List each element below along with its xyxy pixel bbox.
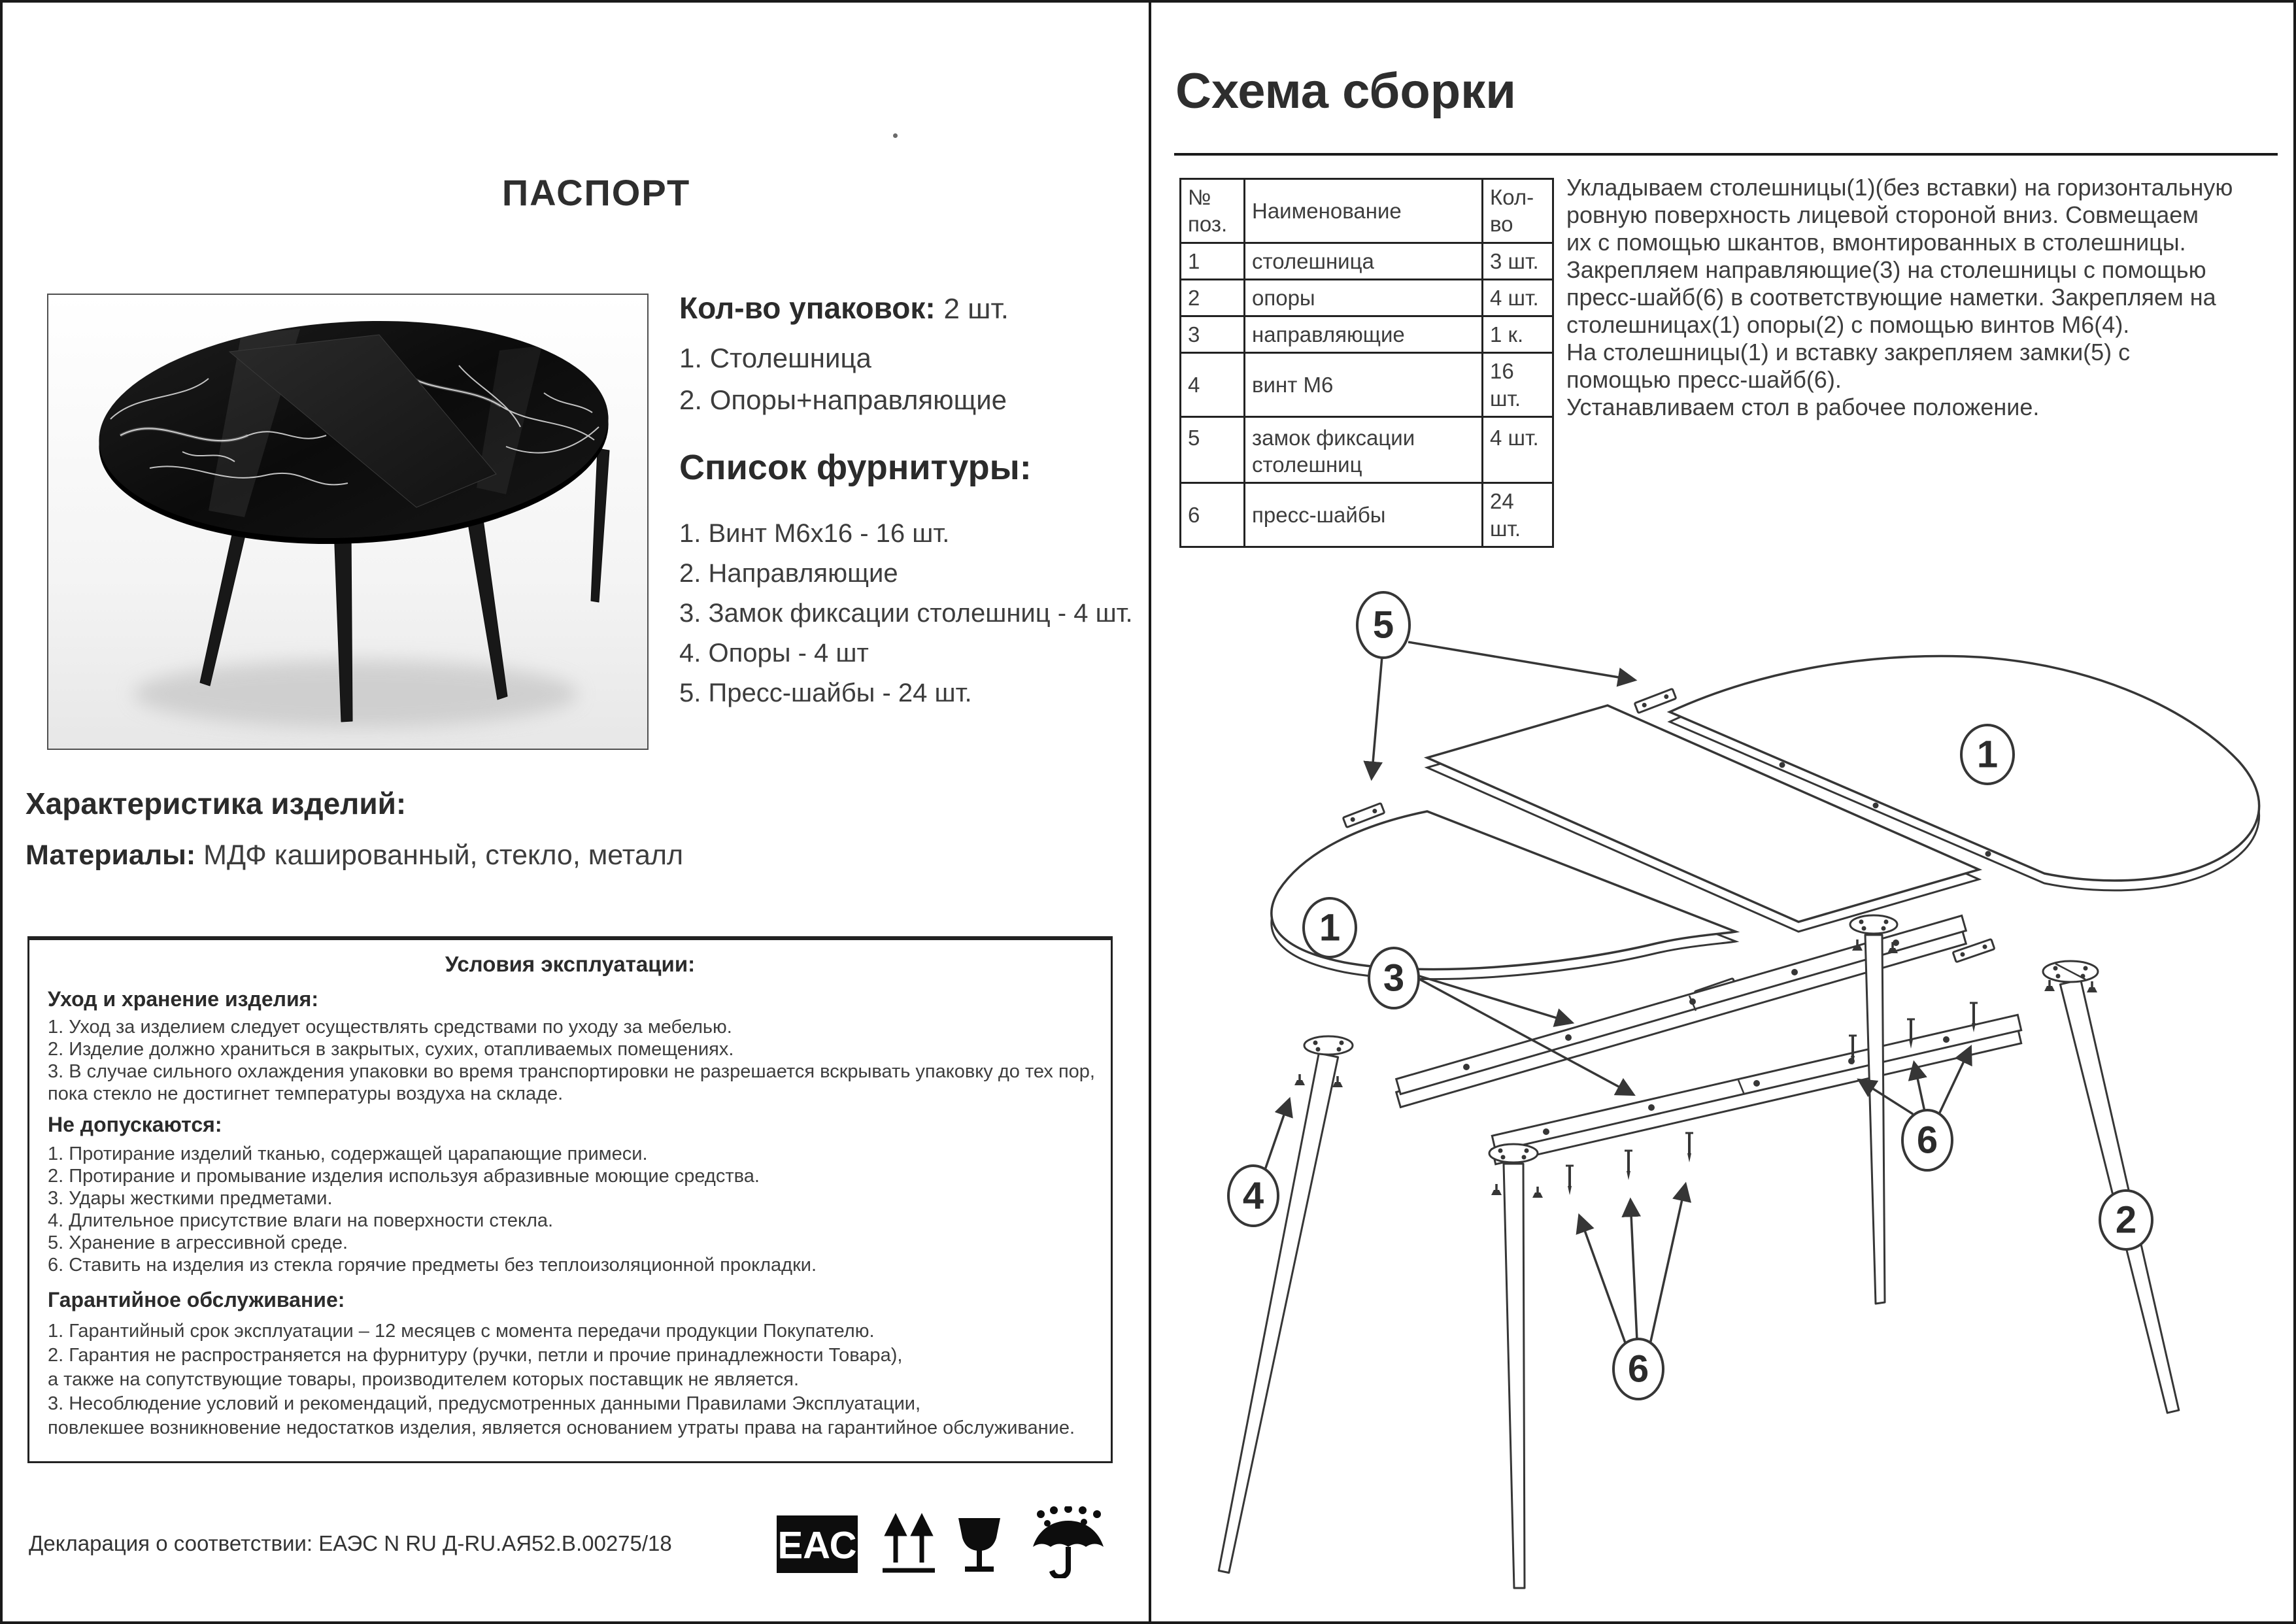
leg-screw xyxy=(1294,1074,1305,1085)
cell-qty: 1 к. xyxy=(1483,316,1553,353)
floor-shadow xyxy=(133,660,578,728)
page-title: ПАСПОРТ xyxy=(501,172,691,213)
cell-qty: 4 шт. xyxy=(1483,279,1553,316)
cell-num: 3 xyxy=(1181,316,1245,353)
usage-conditions-box xyxy=(27,936,1113,1463)
callout-4 xyxy=(1228,1166,1278,1226)
callout-6 xyxy=(1613,1339,1663,1399)
warranty-line: а также на сопутствующие товары, производителем которых поставщик не является. xyxy=(48,1369,799,1390)
instruction-line: ровную поверхность лицевой стороной вниз. Совмещаем xyxy=(1566,201,2199,228)
print-artifact-dot xyxy=(893,133,898,138)
cell-num: 5 xyxy=(1181,416,1245,483)
callout-1 xyxy=(1961,725,2014,784)
eac-mark-icon xyxy=(777,1515,858,1573)
care-line: 1. Уход за изделием следует осуществлять средствами по уходу за мебелью. xyxy=(48,1017,732,1038)
leg-screw xyxy=(2087,981,2097,992)
leg-screw xyxy=(1491,1184,1502,1195)
pack-list xyxy=(679,337,1007,421)
cell-num: 6 xyxy=(1181,483,1245,547)
col-header: № поз. xyxy=(1181,179,1245,243)
materials-value: МДФ кашированный, стекло, металл xyxy=(203,839,684,871)
col-header: Наименование xyxy=(1245,179,1483,243)
pack-count-line xyxy=(679,290,1009,326)
warranty-line: 2. Гарантия не распространяется на фурнитуру (ручки, петли и прочие принадлежности Товара), xyxy=(48,1345,903,1366)
cell-qty: 4 шт. xyxy=(1483,416,1553,483)
conditions-title: Условия эксплуатации: xyxy=(445,952,696,976)
warranty-line: 1. Гарантийный срок эксплуатации – 12 месяцев с момента передачи продукции Покупателю. xyxy=(48,1321,875,1342)
care-line: 3. В случае сильного охлаждения упаковки во время транспортировки не разрешается вскрывать упаковку до тех пор, xyxy=(48,1061,1095,1082)
warranty-title: Гарантийное обслуживание: xyxy=(48,1288,345,1311)
cell-name: винт М6 xyxy=(1245,353,1483,417)
cell-num: 1 xyxy=(1181,243,1245,279)
hardware-title: Список фурнитуры: xyxy=(679,448,1032,487)
care-line: пока стекло не достигнет температуры воздуха на складе. xyxy=(48,1083,564,1104)
warranty-line: повлекшее возникновение недостатков изделия, является основанием утраты права на гарантийное обслуживание. xyxy=(48,1417,1075,1438)
svg-text:6: 6 xyxy=(1627,1347,1649,1391)
not-allowed-line: 6. Ставить на изделия из стекла горячие предметы без теплоизоляционной прокладки. xyxy=(48,1255,817,1276)
cell-name: замок фиксации столешниц xyxy=(1245,416,1483,483)
instruction-line: их с помощью шкантов, вмонтированных в столешницы. xyxy=(1566,229,2186,256)
table-leg xyxy=(1489,1144,1543,1588)
exploded-diagram xyxy=(1151,421,2296,1624)
assembly-instructions xyxy=(1566,174,2233,421)
product-photo xyxy=(47,294,649,750)
col-header: Кол-во xyxy=(1483,179,1553,243)
pack-item: 2. Опоры+направляющие xyxy=(679,384,1007,415)
hardware-item: 2. Направляющие xyxy=(679,559,898,588)
leg-screw xyxy=(2044,980,2055,991)
not-allowed-line: 3. Удары жесткими предметами. xyxy=(48,1188,333,1209)
assembly-title: Схема сборки xyxy=(1175,63,1516,119)
not-allowed-line: 1. Протирание изделий тканью, содержащей царапающие примеси. xyxy=(48,1143,648,1164)
not-allowed-lines xyxy=(48,1143,817,1276)
press-washer-screw xyxy=(1625,1151,1632,1180)
instruction-line: На столешницы(1) и вставку закрепляем замки(5) с xyxy=(1566,339,2131,365)
keep-dry-icon xyxy=(1033,1506,1104,1578)
cell-name: столешница xyxy=(1245,243,1483,279)
svg-text:1: 1 xyxy=(1976,733,1999,776)
press-washer-screw xyxy=(1685,1133,1693,1162)
table-row xyxy=(1181,243,1553,279)
svg-text:5: 5 xyxy=(1372,603,1394,647)
instruction-line: Закрепляем направляющие(3) на столешницы с помощью xyxy=(1566,256,2206,283)
care-title: Уход и хранение изделия: xyxy=(48,987,318,1011)
svg-text:3: 3 xyxy=(1383,956,1405,1000)
hardware-list xyxy=(679,514,1133,713)
hardware-item: 4. Опоры - 4 шт xyxy=(679,639,869,668)
table-illustration xyxy=(48,295,647,749)
leg-screw xyxy=(1532,1187,1543,1198)
lock-plate xyxy=(1634,688,1676,713)
svg-text:2: 2 xyxy=(2115,1198,2137,1242)
instruction-line: Укладываем столешницы(1)(без вставки) на горизонтальную xyxy=(1566,174,2233,201)
svg-text:6: 6 xyxy=(1916,1119,1938,1162)
care-lines xyxy=(48,1016,1095,1105)
press-washer-screw xyxy=(1566,1166,1574,1195)
not-allowed-title: Не допускаются: xyxy=(48,1113,222,1136)
not-allowed-line: 4. Длительное присутствие влаги на поверхности стекла. xyxy=(48,1210,554,1231)
materials-line xyxy=(25,839,683,871)
hardware-item: 5. Пресс-шайбы - 24 шт. xyxy=(679,679,972,707)
callout-1 xyxy=(1304,898,1356,957)
declaration-line: Декларация о соответствии: ЕАЭС N RU Д-RU.АЯ52.В.00275/18 xyxy=(29,1531,672,1555)
this-way-up-icon xyxy=(883,1518,935,1570)
pack-count-value: 2 шт. xyxy=(943,293,1009,325)
characteristics-title: Характеристика изделий: xyxy=(25,787,407,820)
cell-name: пресс-шайбы xyxy=(1245,483,1483,547)
fragile-icon xyxy=(958,1518,1000,1572)
cell-qty: 24 шт. xyxy=(1483,483,1553,547)
svg-text:1: 1 xyxy=(1319,906,1341,949)
hardware-item: 3. Замок фиксации столешниц - 4 шт. xyxy=(679,599,1133,628)
cell-qty: 16 шт. xyxy=(1483,353,1553,417)
table-leg xyxy=(2043,961,2179,1413)
not-allowed-line: 5. Хранение в агрессивной среде. xyxy=(48,1232,348,1253)
pack-item: 1. Столешница xyxy=(679,343,871,373)
care-line: 2. Изделие должно храниться в закрытых, сухих, отапливаемых помещениях. xyxy=(48,1039,734,1060)
instruction-line: пресс-шайб(6) в соответствующие наметки. Закрепляем на xyxy=(1566,284,2216,311)
table-header-row xyxy=(1181,179,1553,243)
callout-3 xyxy=(1369,948,1419,1008)
hardware-item: 1. Винт М6х16 - 16 шт. xyxy=(679,519,950,548)
title-rule xyxy=(1174,153,2278,156)
table-row xyxy=(1181,353,1553,417)
warranty-lines xyxy=(48,1319,1075,1440)
cell-num: 2 xyxy=(1181,279,1245,316)
callout-6 xyxy=(1902,1110,1952,1170)
callout-2 xyxy=(2100,1191,2152,1249)
packaging-icons xyxy=(777,1506,1117,1578)
cell-name: направляющие xyxy=(1245,316,1483,353)
table-row xyxy=(1181,316,1553,353)
not-allowed-line: 2. Протирание и промывание изделия используя абразивные моющие средства. xyxy=(48,1166,760,1187)
callout-5 xyxy=(1357,592,1410,658)
instruction-line: помощью пресс-шайб(6). xyxy=(1566,366,1842,393)
svg-text:ЕАС: ЕАС xyxy=(777,1524,857,1567)
table-leg xyxy=(1219,1036,1353,1573)
pack-count-label: Кол-во упаковок: xyxy=(679,291,936,325)
instruction-line: Устанавливаем стол в рабочее положение. xyxy=(1566,394,2040,420)
cell-num: 4 xyxy=(1181,353,1245,417)
svg-text:4: 4 xyxy=(1242,1174,1264,1217)
table-row xyxy=(1181,279,1553,316)
materials-label: Материалы: xyxy=(25,839,196,871)
cell-name: опоры xyxy=(1245,279,1483,316)
warranty-line: 3. Несоблюдение условий и рекомендаций, предусмотренных данными Правилами Эксплуатации, xyxy=(48,1393,921,1414)
instruction-line: столешницах(1) опоры(2) с помощью винтов М6(4). xyxy=(1566,311,2130,338)
cell-qty: 3 шт. xyxy=(1483,243,1553,279)
